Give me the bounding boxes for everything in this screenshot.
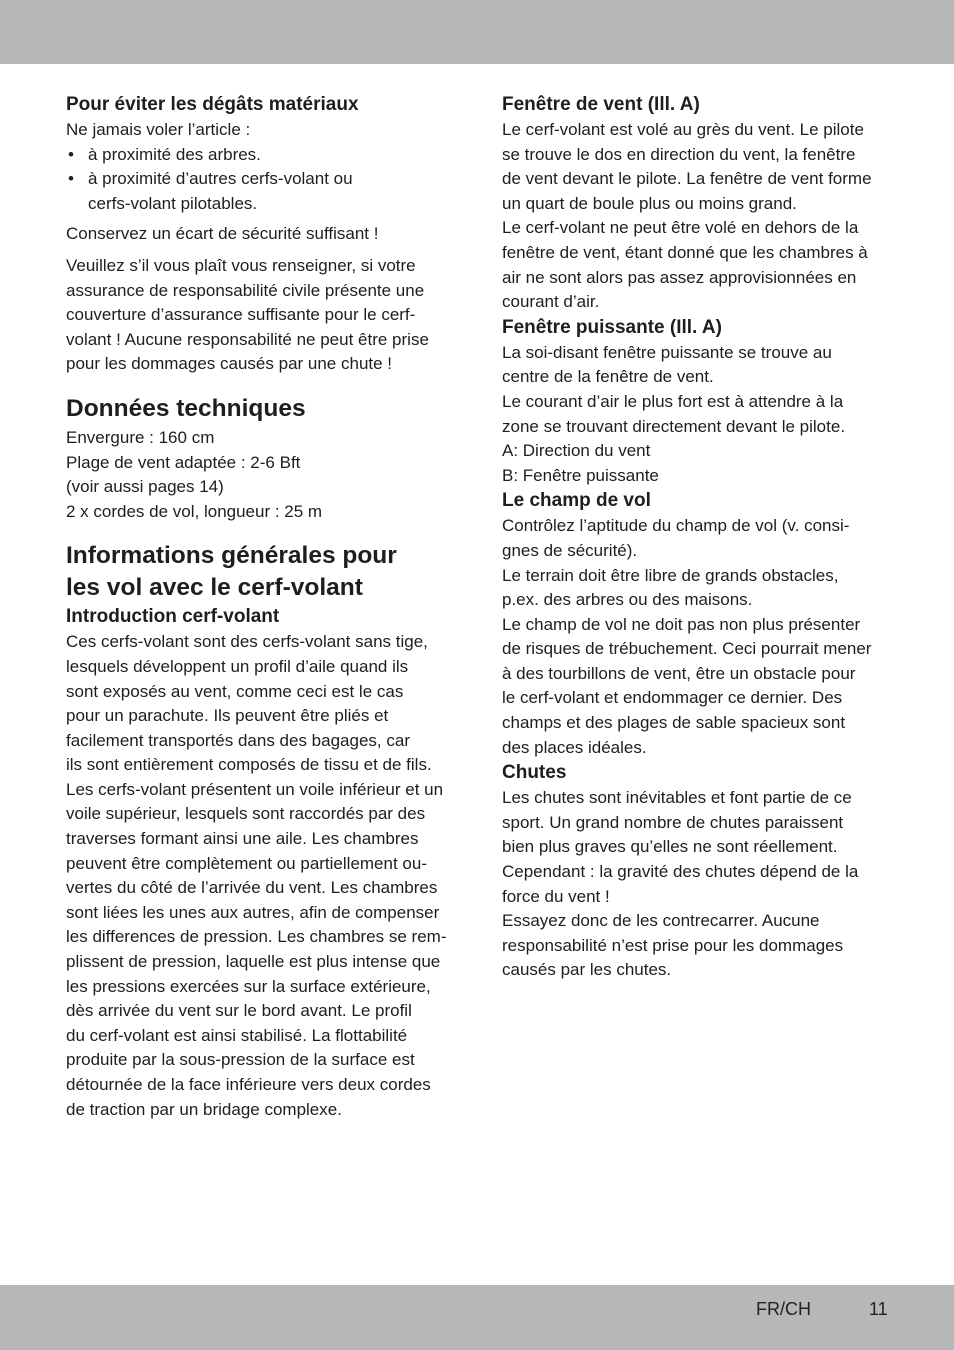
power-window-text: La soi-disant fenêtre puissante se trouve au centre de la fenêtre de vent. Le courant d’air le plus fort est à attendre à la zone se trouvant directement devant le pilote. A: Direction du vent B: Fenêtre puissante <box>502 342 846 485</box>
page-number: 11 <box>869 1299 888 1319</box>
insurance-note: Veuillez s’il vous plaît vous renseigner, si votre assurance de responsabilité civile présente une couverture d’assurance suffisante pour le cerf- volant ! Aucune responsabilité ne peut être prise pour les dommages causés par une chute ! <box>66 255 429 374</box>
footer-language: FR/CH <box>756 1299 811 1319</box>
damage-bullet: • à proximité des arbres. <box>66 143 458 168</box>
falls-text: Les chutes sont inévitables et font partie de ce sport. Un grand nombre de chutes paraissent bien plus graves qu’elles ne sont réellement. Cependant : la gravité des chutes dépend de la force du vent ! Essayez donc de les contrecarrer. Aucune responsabilité n’est prise pour les dommages causés par les chutes. <box>502 788 859 980</box>
wind-window-text: Le cerf-volant est volé au grès du vent. Le pilote se trouve le dos en direction du vent, la fenêtre de vent devant le pilote. La fenêtre de vent forme un quart de boule plus ou moins grand. Le cerf-volant ne peut être volé en dehors de la fenêtre de vent, étant donné que les chambres à air ne sont alors pas assez approvisionnées en courant d’air. <box>502 120 872 312</box>
intro-text: Ces cerfs-volant sont des cerfs-volant sans tige, lesquels développent un profil d’aile quand ils sont exposés au vent, comme ceci est le cas pour un parachute. Ils peuvent être pliés et facilement transportés dans des bagages, car ils sont entièrement composés de tissu et de fils. Les cerfs-volant présentent un voile inférieur et un voile supérieur, lesquels sont raccordés par des traverses formant ainsi une aile. Les chambres peuvent être complètement ou partiellement ou- vertes du côté de l’arrivée du vent. Les chambres sont liées les unes aux autres, afin de compenser les differences de pression. Les chambres se rem- plissent de pression, laquelle est plus intense que les pressions exercées sur la surface extérieure, dès arrivée du vent sur le bord avant. Le profil du cerf-volant est ainsi stabilisé. La flottabilité produite par la sous-pression de la surface est détournée de la face inférieure vers deux cordes de traction par un bridage complexe. <box>66 632 447 1119</box>
intro-heading: Introduction cerf-volant <box>66 606 280 628</box>
general-heading: Informations générales pour les vol avec le cerf-volant <box>66 542 397 602</box>
right-column <box>502 92 894 983</box>
tech-specs: Envergure : 160 cm Plage de vent adaptée : 2-6 Bft (voir aussi pages 14) 2 x cordes de vol, longueur : 25 m <box>66 427 323 521</box>
tech-heading: Données techniques <box>66 394 306 422</box>
damage-intro: Ne jamais voler l’article : <box>66 120 251 139</box>
header-band <box>0 0 954 64</box>
falls-heading: Chutes <box>502 762 567 784</box>
damage-heading: Pour éviter les dégâts matériaux <box>66 94 359 115</box>
power-window-heading: Fenêtre puissante (Ill. A) <box>502 316 722 338</box>
left-column <box>66 92 458 1122</box>
flying-field-text: Contrôlez l’aptitude du champ de vol (v. consi- gnes de sécurité). Le terrain doit être libre de grands obstacles, p.ex. des arbres ou des maisons. Le champ de vol ne doit pas non plus présenter de risques de trébuchement. Ceci pourrait mener à des tourbillons de vent, être un obstacle pour le cerf-volant et endommager ce dernier. Des champs et des plages de sable spacieux sont des places idéales. <box>502 516 872 757</box>
damage-bullet: • à proximité d’autres cerfs-volant ou cerfs-volant pilotables. <box>66 167 458 216</box>
wind-window-heading: Fenêtre de vent (Ill. A) <box>502 94 700 115</box>
flying-field-heading: Le champ de vol <box>502 490 651 512</box>
distance-note: Conservez un écart de sécurité suffisant ! <box>66 224 379 244</box>
